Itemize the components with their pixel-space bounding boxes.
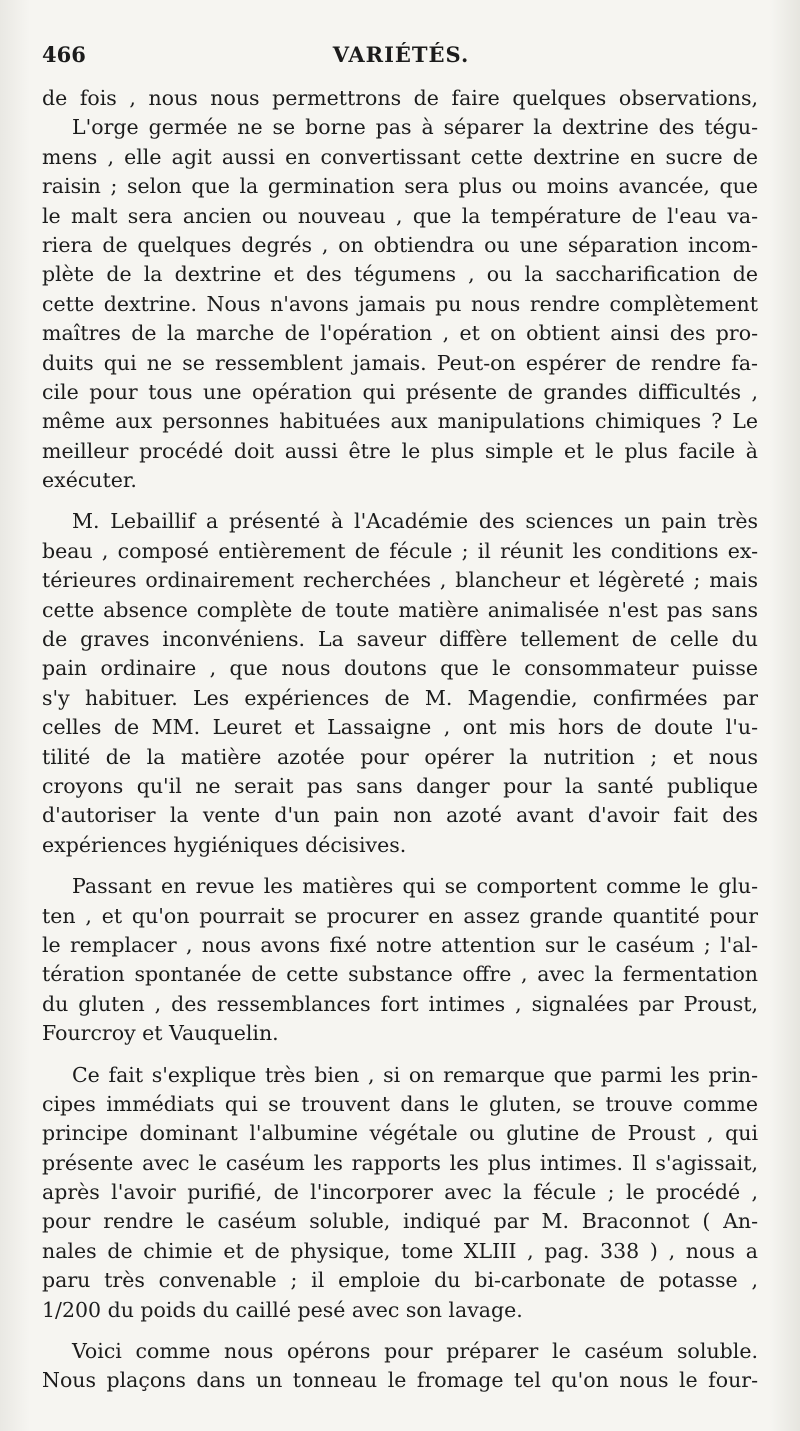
paragraph-gap xyxy=(42,1049,758,1061)
text-line: cette absence complète de toute matière animalisée n'est pas sans xyxy=(42,597,758,622)
text-line: nales de chimie et de physique, tome XLIII , pag. 338 ) , nous a xyxy=(42,1238,758,1263)
paragraph xyxy=(42,507,758,860)
text-line: L'orge germée ne se borne pas à séparer la dextrine des tégu- xyxy=(72,115,758,140)
paragraph-gap xyxy=(42,860,758,872)
text-line: raisin ; selon que la germination sera plus ou moins avancée, que xyxy=(42,174,758,199)
text-line: cipes immédiats qui se trouvent dans le gluten, se trouve comme xyxy=(42,1091,758,1116)
text-line: térieures ordinairement recherchées , blancheur et légèreté ; mais xyxy=(42,568,758,593)
text-line: s'y habituer. Les expériences de M. Magendie, confirmées par xyxy=(42,685,758,710)
text-line: tilité de la matière azotée pour opérer la nutrition ; et nous xyxy=(42,744,758,769)
text-line: 1/200 du poids du caillé pesé avec son lavage. xyxy=(42,1297,523,1322)
text-line: Fourcroy et Vauquelin. xyxy=(42,1021,279,1046)
paragraph xyxy=(42,872,758,1048)
text-line: riera de quelques degrés , on obtiendra ou une séparation incom- xyxy=(42,232,758,257)
body-text xyxy=(42,84,758,1396)
paragraph-gap xyxy=(42,1325,758,1337)
text-line: meilleur procédé doit aussi être le plus simple et le plus facile à xyxy=(42,438,758,463)
text-line: expériences hygiéniques décisives. xyxy=(42,832,407,857)
text-line: Ce fait s'explique très bien , si on remarque que parmi les prin- xyxy=(72,1062,758,1087)
text-line: d'autoriser la vente d'un pain non azoté avant d'avoir fait des xyxy=(42,803,758,828)
page-header xyxy=(42,42,760,76)
paragraph-gap xyxy=(42,495,758,507)
text-line: de graves inconvéniens. La saveur diffère tellement de celle du xyxy=(42,627,758,652)
paragraph xyxy=(42,113,758,495)
text-line: de fois , nous nous permettrons de faire quelques observations, xyxy=(42,86,758,110)
text-line: exécuter. xyxy=(42,468,137,493)
text-line: tération spontanée de cette substance offre , avec la fermentation xyxy=(42,962,758,987)
running-title: VARIÉTÉS. xyxy=(332,42,470,67)
text-line: pour rendre le caséum soluble, indiqué par M. Braconnot ( An- xyxy=(42,1209,758,1234)
text-line: Nous plaçons dans un tonneau le fromage tel qu'on nous le four- xyxy=(42,1368,758,1393)
text-line: maîtres de la marche de l'opération , et on obtient ainsi des pro- xyxy=(42,321,758,346)
text-line: celles de MM. Leuret et Lassaigne , ont mis hors de doute l'u- xyxy=(42,715,758,740)
text-line: pain ordinaire , que nous doutons que le consommateur puisse xyxy=(42,656,758,681)
text-line: duits qui ne se ressemblent jamais. Peut-on espérer de rendre fa- xyxy=(42,350,758,375)
paragraph xyxy=(42,1337,758,1396)
text-line: après l'avoir purifié, de l'incorporer avec la fécule ; le procédé , xyxy=(42,1180,758,1205)
page-number: 466 xyxy=(42,42,86,67)
text-line: ten , et qu'on pourrait se procurer en assez grande quantité pour xyxy=(42,903,758,928)
text-line: beau , composé entièrement de fécule ; il réunit les conditions ex- xyxy=(42,538,758,563)
text-line: présente avec le caséum les rapports les plus intimes. Il s'agissait, xyxy=(42,1150,758,1175)
text-line: cile pour tous une opération qui présente de grandes difficultés , xyxy=(42,379,758,404)
text-line: du gluten , des ressemblances fort intimes , signalées par Proust, xyxy=(42,991,758,1016)
paragraph xyxy=(42,84,758,113)
text-line: mens , elle agit aussi en convertissant cette dextrine en sucre de xyxy=(42,144,758,169)
text-line: Voici comme nous opérons pour préparer le caséum soluble. xyxy=(72,1339,758,1364)
text-line: le malt sera ancien ou nouveau , que la température de l'eau va- xyxy=(42,203,758,228)
text-line: croyons qu'il ne serait pas sans danger pour la santé publique xyxy=(42,773,758,798)
text-line: plète de la dextrine et des tégumens , ou la saccharification de xyxy=(42,262,758,287)
text-line: cette dextrine. Nous n'avons jamais pu nous rendre complètement xyxy=(42,291,758,316)
text-line: principe dominant l'albumine végétale ou glutine de Proust , qui xyxy=(42,1121,758,1146)
text-line: M. Lebaillif a présenté à l'Académie des sciences un pain très xyxy=(72,509,758,534)
text-line: paru très convenable ; il emploie du bi-carbonate de potasse , xyxy=(42,1268,758,1293)
text-line: le remplacer , nous avons fixé notre attention sur le caséum ; l'al- xyxy=(42,932,758,957)
text-line: même aux personnes habituées aux manipulations chimiques ? Le xyxy=(42,409,758,434)
text-line: Passant en revue les matières qui se comportent comme le glu- xyxy=(72,874,758,899)
paragraph xyxy=(42,1061,758,1326)
